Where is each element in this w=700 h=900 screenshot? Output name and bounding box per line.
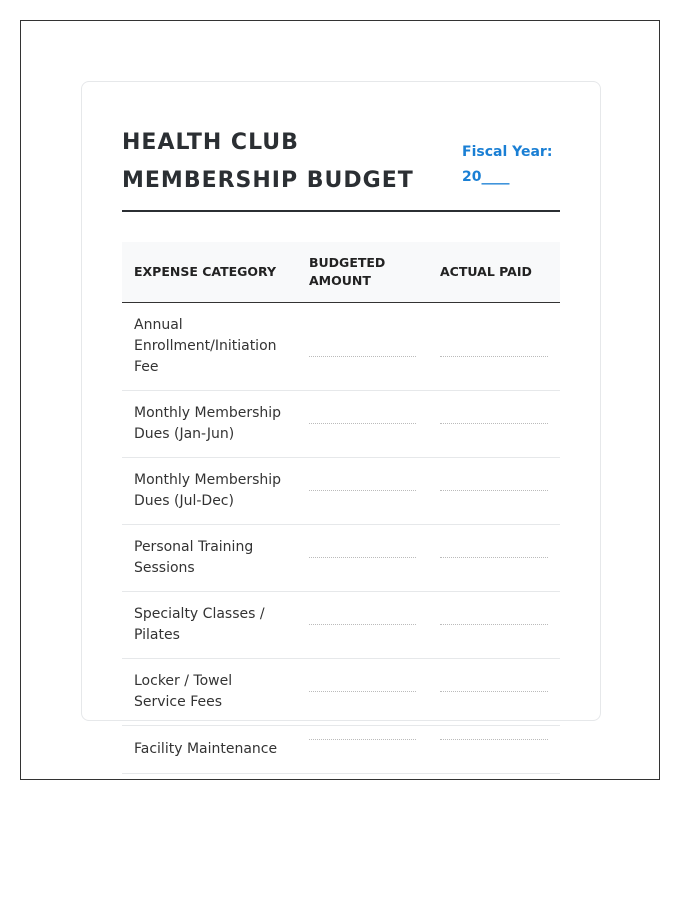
fill-line xyxy=(440,623,548,625)
budgeted-amount-field[interactable] xyxy=(297,726,428,774)
fill-line xyxy=(309,422,416,424)
column-header-actual: ACTUAL PAID xyxy=(428,242,560,303)
title-line-1: HEALTH CLUB xyxy=(122,130,299,155)
category-cell: Annual Enrollment/Initiation Fee xyxy=(122,303,297,391)
fill-line xyxy=(440,489,548,491)
actual-paid-field[interactable] xyxy=(428,458,560,525)
budgeted-amount-field[interactable] xyxy=(297,303,428,391)
fill-line xyxy=(440,556,548,558)
budgeted-amount-field[interactable] xyxy=(297,592,428,659)
actual-paid-field[interactable] xyxy=(428,525,560,592)
actual-paid-field[interactable] xyxy=(428,303,560,391)
category-cell: Locker / Towel Service Fees xyxy=(122,659,297,726)
fill-line xyxy=(309,489,416,491)
column-header-category: EXPENSE CATEGORY xyxy=(122,242,297,303)
budget-content xyxy=(122,124,560,774)
budgeted-amount-field[interactable] xyxy=(297,659,428,726)
fill-line xyxy=(309,556,416,558)
fill-line xyxy=(440,738,548,740)
fill-line xyxy=(309,738,416,740)
fiscal-year-label: Fiscal Year: xyxy=(462,144,553,160)
category-cell: Personal Training Sessions xyxy=(122,525,297,592)
category-cell: Monthly Membership Dues (Jan-Jun) xyxy=(122,391,297,458)
fill-line xyxy=(440,690,548,692)
budget-header xyxy=(122,124,560,212)
budgeted-amount-field[interactable] xyxy=(297,525,428,592)
table-row xyxy=(122,525,560,592)
actual-paid-field[interactable] xyxy=(428,659,560,726)
actual-paid-field[interactable] xyxy=(428,592,560,659)
table-row xyxy=(122,659,560,726)
table-row xyxy=(122,592,560,659)
actual-paid-field[interactable] xyxy=(428,726,560,774)
title-line-2: MEMBERSHIP BUDGET xyxy=(122,168,414,193)
category-cell: Facility Maintenance xyxy=(122,726,297,774)
column-header-budgeted: BUDGETED AMOUNT xyxy=(297,242,428,303)
category-cell: Monthly Membership Dues (Jul-Dec) xyxy=(122,458,297,525)
budget-table xyxy=(122,242,560,774)
actual-paid-field[interactable] xyxy=(428,391,560,458)
fiscal-year xyxy=(462,140,560,190)
page-title xyxy=(122,124,414,200)
fill-line xyxy=(309,690,416,692)
table-row xyxy=(122,726,560,774)
table-row xyxy=(122,458,560,525)
budgeted-amount-field[interactable] xyxy=(297,391,428,458)
category-cell: Specialty Classes / Pilates xyxy=(122,592,297,659)
fill-line xyxy=(440,422,548,424)
fill-line xyxy=(309,355,416,357)
table-row xyxy=(122,391,560,458)
fill-line xyxy=(309,623,416,625)
fiscal-year-value[interactable]: 20____ xyxy=(462,169,510,185)
budgeted-amount-field[interactable] xyxy=(297,458,428,525)
fill-line xyxy=(440,355,548,357)
table-row xyxy=(122,303,560,391)
